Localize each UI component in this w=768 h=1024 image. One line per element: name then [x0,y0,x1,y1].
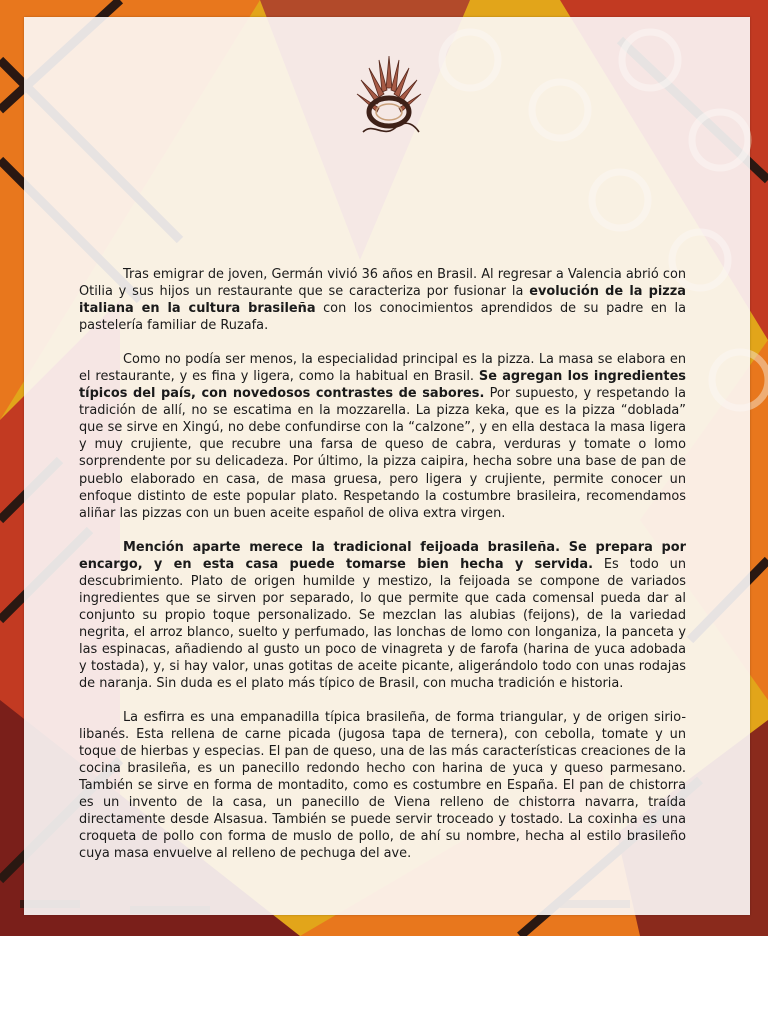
paragraph-text: Como no podía ser menos, la especialidad principal es la pizza. La masa se elabora en el restaurante, y es fina y ligera, como la habitual en Brasil. [79,352,686,385]
paragraph-bold-text: Mención aparte merece la tradicional feijoada brasileña. Se prepara por encargo, y en esta casa puede tomarse bien hecha y servida. [79,539,686,572]
paragraph-text: con los conocimientos aprendidos de su padre en la pastelería familiar de Ruzafa. [79,301,686,334]
article-body [79,266,686,880]
paragraph-feijoada [79,539,686,692]
feather-headdress-ring-logo [349,48,429,140]
paragraph-intro [79,266,686,334]
paragraph-bold-text: evolución de la pizza italiana en la cultura brasileña [79,284,687,317]
paragraph-text: Tras emigrar de joven, Germán vivió 36 años en Brasil. Al regresar a Valencia abrió con Otilia y sus hijos un restaurante que se caracteriza por fusionar la [79,267,686,300]
paragraph-pizza [79,351,686,521]
paragraph-text: Es todo un descubrimiento. Plato de origen humilde y mestizo, la feijoada se compone de variados ingredientes que se sirven por separado, lo que permite que cada comensal pueda dar al conjunto su propio toque personalizado. Se mezclan las alubias (feijons), de la variedad negrita, el arroz blanco, suelto y perfumado, las lonchas de lomo con longaniza, la panceta y las espinacas, añadiendo al gusto un poco de vinagreta y de farofa (harina de yuca adobada y tostada), y, si hay valor, unas gotitas de aceite picante, aligerándolo todo con unas rodajas de naranja. Sin duda es el plato más típico de Brasil, con mucha tradición e historia. [79,556,686,692]
paragraph-bold-text: Se agregan los ingredientes típicos del país, con novedosos contrastes de sabores. [79,369,686,402]
paragraph-text: Por supuesto, y respetando la tradición de allí, no se escatima en la mozzarella. La pizza keka, que es la pizza “doblada” que se sirve en Xingú, no debe confundirse con la “calzone”, y en ella destaca la masa ligera y muy crujiente, que recubre una farsa de queso de cabra, verduras y tomate o lomo sorprendente por su delicadeza. Por último, la pizza caipira, hecha sobre una base de pan de pueblo elaborado en casa, de masa gruesa, pero ligera y crujiente, permite conocer un enfoque distinto de este popular plato. Respetando la costumbre brasileira, recomendamos aliñar las pizzas con un buen aceite español de oliva extra virgen. [79,386,686,521]
paragraph-text: La esfirra es una empanadilla típica brasileña, de forma triangular, y de origen sirio-libanés. Esta rellena de carne picada (jugosa tapa de ternera), con cebolla, tomate y un toque de hierbas y especias. El pan de queso, una de las más características creaciones de la cocina brasileña, es un panecillo redondo hecho con harina de yuca y queso parmesano. También se sirve en forma de montadito, como es costumbre en España. El pan de chistorra es un invento de la casa, un panecillo de Viena relleno de chistorra navarra, traída directamente desde Alsasua. También se puede servir troceado y tostado. La coxinha es una croqueta de pollo con forma de muslo de pollo, de ahí su nombre, hecha al estilo brasileño cuya masa envuelve al relleno de pechuga del ave. [79,710,686,862]
paragraph-esfirra [79,709,686,862]
